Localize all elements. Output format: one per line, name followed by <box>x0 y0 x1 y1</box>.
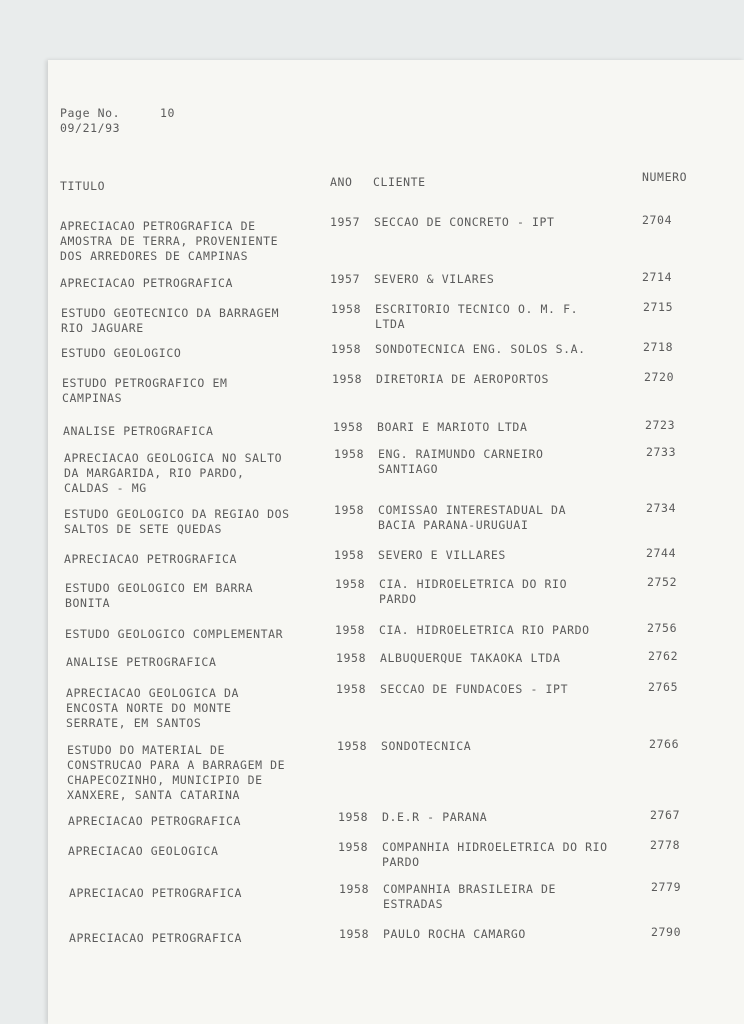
row-client: D.E.R - PARANA <box>382 810 488 824</box>
row-number: 2756 <box>647 621 678 635</box>
row-client: SEVERO E VILLARES <box>378 548 506 562</box>
document-date: 09/21/93 <box>60 121 121 135</box>
row-year: 1958 <box>334 548 365 562</box>
page-number: 10 <box>160 106 176 120</box>
row-number: 2767 <box>650 808 681 822</box>
row-number: 2744 <box>646 546 677 560</box>
row-client: PAULO ROCHA CAMARGO <box>383 927 526 941</box>
row-client: BOARI E MARIOTO LTDA <box>377 420 528 434</box>
row-number: 2715 <box>643 300 674 314</box>
row-title: APRECIACAO PETROGRAFICA <box>60 276 234 290</box>
row-number: 2720 <box>644 370 675 384</box>
row-year: 1958 <box>336 682 367 696</box>
row-number: 2790 <box>651 925 682 939</box>
row-client: CIA. HIDROELETRICA DO RIO PARDO <box>379 577 568 606</box>
row-client: CIA. HIDROELETRICA RIO PARDO <box>379 623 590 637</box>
row-number: 2766 <box>649 737 680 751</box>
row-title: APRECIACAO PETROGRAFICA <box>64 552 238 566</box>
row-title: APRECIACAO GEOLOGICA DA ENCOSTA NORTE DO MONTE SERRATE, EM SANTOS <box>66 686 240 730</box>
row-title: ANALISE PETROGRAFICA <box>66 655 217 669</box>
row-year: 1958 <box>334 503 365 517</box>
row-title: ESTUDO GEOTECNICO DA BARRAGEM RIO JAGUARE <box>61 306 280 335</box>
row-year: 1958 <box>331 302 362 316</box>
row-title: ANALISE PETROGRAFICA <box>63 424 214 438</box>
row-number: 2779 <box>651 880 682 894</box>
row-year: 1958 <box>338 810 369 824</box>
row-year: 1958 <box>339 882 370 896</box>
page-label: Page No. <box>60 106 121 120</box>
row-title: APRECIACAO GEOLOGICA <box>68 844 219 858</box>
row-year: 1958 <box>337 739 368 753</box>
row-client: SECCAO DE FUNDACOES - IPT <box>380 682 569 696</box>
document-page <box>48 60 744 1024</box>
row-client: ALBUQUERQUE TAKAOKA LTDA <box>380 651 561 665</box>
row-year: 1958 <box>338 840 369 854</box>
row-client: ENG. RAIMUNDO CARNEIRO SANTIAGO <box>378 447 544 476</box>
row-year: 1958 <box>331 342 362 356</box>
row-title: ESTUDO GEOLOGICO COMPLEMENTAR <box>65 627 284 641</box>
row-title: APRECIACAO PETROGRAFICA DE AMOSTRA DE TERRA, PROVENIENTE DOS ARREDORES DE CAMPINAS <box>60 219 279 263</box>
row-number: 2733 <box>646 445 677 459</box>
row-number: 2718 <box>643 340 674 354</box>
column-header-number: NUMERO <box>642 170 688 184</box>
row-client: ESCRITORIO TECNICO O. M. F. LTDA <box>375 302 579 331</box>
row-year: 1958 <box>336 651 367 665</box>
row-year: 1958 <box>334 447 365 461</box>
row-number: 2704 <box>642 213 673 227</box>
row-number: 2762 <box>648 649 679 663</box>
row-title: APRECIACAO PETROGRAFICA <box>68 814 242 828</box>
row-title: APRECIACAO PETROGRAFICA <box>69 886 243 900</box>
row-client: SEVERO & VILARES <box>374 272 495 286</box>
row-number: 2778 <box>650 838 681 852</box>
row-client: DIRETORIA DE AEROPORTOS <box>376 372 550 386</box>
row-title: ESTUDO GEOLOGICO <box>61 346 182 360</box>
row-number: 2723 <box>645 418 676 432</box>
row-title: ESTUDO DO MATERIAL DE CONSTRUCAO PARA A BARRAGEM DE CHAPECOZINHO, MUNICIPIO DE XANXERE, SANTA CATARINA <box>67 743 286 802</box>
row-year: 1958 <box>333 420 364 434</box>
row-year: 1958 <box>335 577 366 591</box>
row-number: 2765 <box>648 680 679 694</box>
row-year: 1958 <box>335 623 366 637</box>
row-client: SECCAO DE CONCRETO - IPT <box>374 215 555 229</box>
column-header-title: TITULO <box>60 179 106 193</box>
row-title: APRECIACAO GEOLOGICA NO SALTO DA MARGARIDA, RIO PARDO, CALDAS - MG <box>64 451 283 495</box>
row-client: COMPANHIA BRASILEIRA DE ESTRADAS <box>383 882 557 911</box>
column-header-client: CLIENTE <box>373 175 426 189</box>
row-client: COMISSAO INTERESTADUAL DA BACIA PARANA-URUGUAI <box>378 503 567 532</box>
row-number: 2714 <box>642 270 673 284</box>
row-year: 1957 <box>330 215 361 229</box>
row-client: SONDOTECNICA ENG. SOLOS S.A. <box>375 342 586 356</box>
row-number: 2752 <box>647 575 678 589</box>
row-client: SONDOTECNICA <box>381 739 472 753</box>
row-title: APRECIACAO PETROGRAFICA <box>69 931 243 945</box>
row-year: 1958 <box>332 372 363 386</box>
row-title: ESTUDO GEOLOGICO EM BARRA BONITA <box>65 581 254 610</box>
row-year: 1958 <box>339 927 370 941</box>
column-header-year: ANO <box>330 175 353 189</box>
row-client: COMPANHIA HIDROELETRICA DO RIO PARDO <box>382 840 608 869</box>
row-title: ESTUDO GEOLOGICO DA REGIAO DOS SALTOS DE SETE QUEDAS <box>64 507 290 536</box>
row-year: 1957 <box>330 272 361 286</box>
row-number: 2734 <box>646 501 677 515</box>
row-title: ESTUDO PETROGRAFICO EM CAMPINAS <box>62 376 228 405</box>
